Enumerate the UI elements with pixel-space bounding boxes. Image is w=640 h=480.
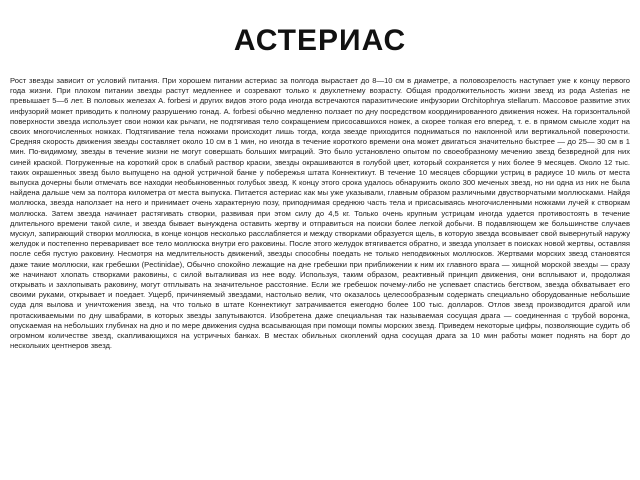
- page-title: АСТЕРИАС: [233, 24, 407, 57]
- body-paragraph: Рост звезды зависит от условий питания. При хорошем питании астериас за полгода вырастает до 8—10 см в диаметре, а половозрелость наступает уже к концу первого года жизни. При плохом питании звезды растут медленнее и созревают только к двухлетнему возрасту. Общая продолжительность жизни звезд из рода Asterias не превышает 5—6 лет. В половых железах A. forbesi и других видов этого рода иногда встречаются паразитические инфузории Orchitophrya stellarum. Массовое развитие этих инфузорий может приводить к полному разрушению гонад. A. forbesi обычно медленно ползает по дну посредством координированного движения ножек. На горизонтальной поверхности звезда использует свои ножки как рычаги, не подтягивая тело сокращением присосавшихся ножек, а скорее толкая его вперед, т. е. в прямом смысле ходит на своих многочисленных ножках. Подтягивание тела ножками происходит лишь тогда, когда звезде приходится подниматься по наклонной или вертикальной поверхности. Средняя скорость движения звезды составляет около 10 см в 1 мин, но иногда в течение короткого времени она может двигаться значительно быстрее — до 25— 30 см в 1 мин. По-видимому, звезды в течение жизни не могут совершать больших миграций. Это было установлено опытом по своеобразному мечению звезд безвредной для них синей краской. Погруженные на короткий срок в слабый раствор краски, звезды окрашиваются в голубой цвет, который сохраняется у них более 9 месяцев. Около 12 тыс. таких окрашенных звезд было выпущено на одной устричной банке у побережья штата Коннектикут. В течение 10 месяцев сборщики устриц в радиусе 10 миль от места выпуска дочерны были отмечать все находки необыкновенных голубых звезд. К концу этого срока удалось обнаружить около 300 меченых звезд, но ни одна из них не была найдена дальше чем за полтора километра от места выпуска. Питается астериас как мы уже указывали, главным образом различными двустворчатыми моллюсками. Найдя моллюска, звезда наползает на него и принимает очень характерную позу, приподнимая среднюю часть тела и присасываясь многочисленными ножками лучей к створкам моллюска. Затем звезда начинает растягивать створки, развивая при этом силу до 4,5 кг. Только очень крупным устрицам иногда удается противостоять в течение длительного времени такой силе, и звезда бывает вынуждена оставить жертву и отправиться на поиски более легкой добычи. В подавляющем же большинстве случаев мускул, запирающий створки моллюска, в конце концов несколько расслабляется и между створками образуется щель, в которую звезда всовывает свой вывернутый наружу желудок и постепенно переваривает все тело моллюска внутри его раковины. После этого желудок втягивается обратно, и звезда уползает в поисках новой жертвы, оставляя после себя пустую раковину. Несмотря на медлительность движений, звезды способны поедать не только неподвижных моллюсков. Жертвами морских звезд становятся даже такие моллюски, как гребешки (Pectinidae), Обычно спокойно лежащие на дне гребешки при приближении к ним их главного врага — хищной морской звезды — сразу же начинают хлопать створками раковины, с силой выталкивая из нее воду. Используя, таким образом, реактивный принцип движения, они всплывают и, продолжая открывать и захлопывать раковину, могут отплывать на значительное расстояние. Если же гребешок почему-либо не успевает спастись бегством, звезда обхватывает его своими руками, открывает и поедает. Ущерб, причиняемый звездами, настолько велик, что оказалось целесообразным содержать специально оборудованные небольшие суда для вылова и уничтожения звезд, на что только в штате Коннектикут затрачивается ежегодно более 100 тыс. долларов. Отлов звезд производится драгой или протаскиваемыми по дну швабрами, в которых звезды запутываются. Изобретена даже специальная так называемая сосущая драга — соединенная с трубой воронка, опускаемая на небольших глубинах на дно и по мере движения судна всасывающая при помощи помпы морских звезд. Приведем некоторые цифры, позволяющие судить об огромном количестве звезд, скапливающихся на устричных банках. В местах обильных скоплений одна сосущая драга за 10 мин работы может поднять на борт до нескольких центнеров звезд.: [10, 76, 630, 351]
